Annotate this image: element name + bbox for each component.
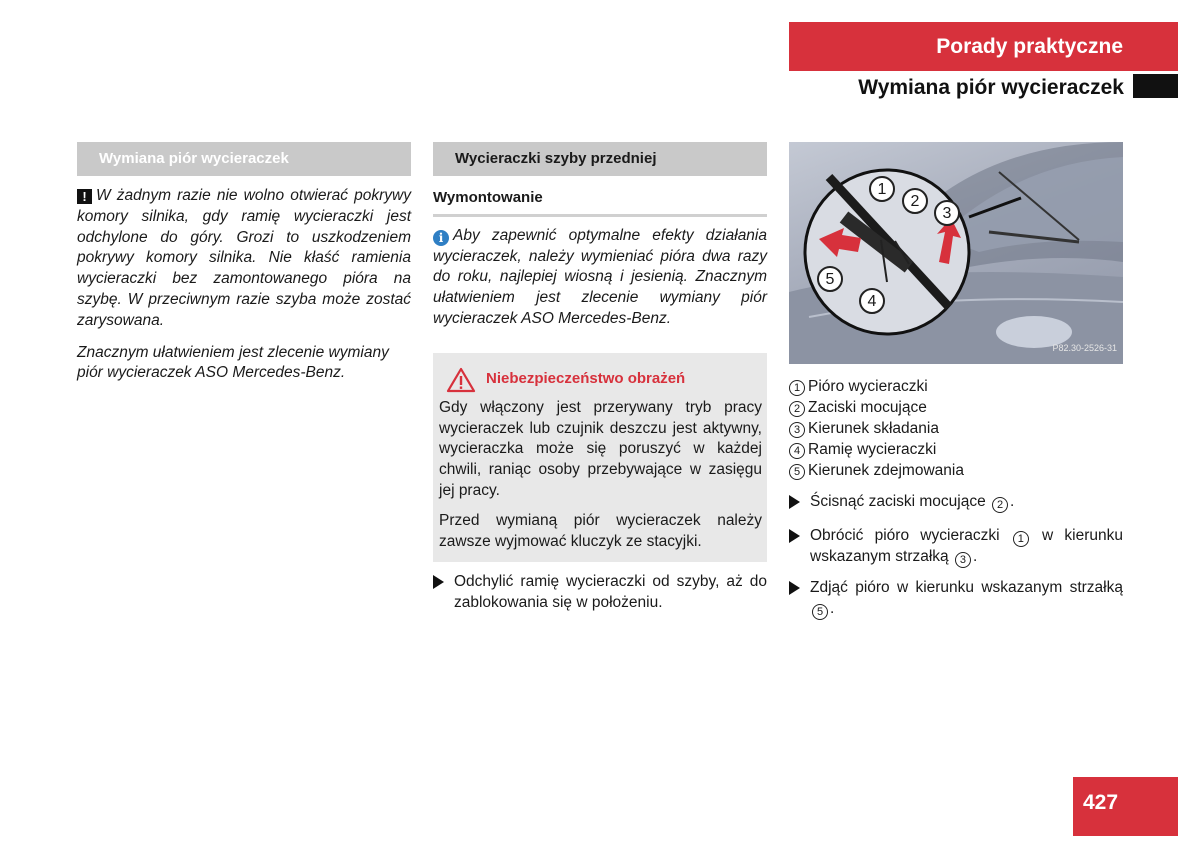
callout-3: 3 bbox=[934, 200, 960, 226]
legend-number: 5 bbox=[789, 464, 805, 480]
column-right bbox=[789, 142, 1123, 620]
instruction-step bbox=[433, 572, 767, 614]
step-arrow-icon bbox=[433, 572, 454, 614]
warning-title-label: Niebezpieczeństwo obrażeń bbox=[486, 370, 686, 388]
warning-paragraph-2: Przed wymianą piór wycieraczek należy zawsze wyjmować kluczyk ze stacyjki. bbox=[439, 511, 762, 550]
instruction-step bbox=[789, 526, 1123, 568]
step-text bbox=[810, 526, 1123, 568]
step-arrow-icon bbox=[789, 492, 810, 516]
section-tab-label: Porady praktyczne bbox=[936, 34, 1123, 58]
step-arrow-icon bbox=[789, 578, 810, 620]
warning-triangle-icon bbox=[446, 367, 476, 393]
legend-number: 1 bbox=[789, 380, 805, 396]
legend-label: Pióro wycieraczki bbox=[808, 378, 928, 396]
title-marker-block bbox=[1133, 74, 1178, 98]
step-text-part: . bbox=[830, 599, 835, 617]
reference-number: 1 bbox=[1013, 531, 1029, 547]
callout-5: 5 bbox=[817, 266, 843, 292]
exclamation-icon: ! bbox=[77, 189, 92, 204]
photo-reference-code: P82.30-2526-31 bbox=[1052, 343, 1117, 354]
section-heading-label: Wycieraczki szyby przedniej bbox=[455, 149, 657, 167]
instruction-step bbox=[789, 492, 1123, 516]
legend-label: Zaciski mocujące bbox=[808, 399, 927, 417]
info-paragraph bbox=[433, 226, 767, 330]
warning-box bbox=[433, 353, 767, 563]
column-middle bbox=[433, 142, 767, 614]
section-heading bbox=[433, 142, 767, 176]
legend-item bbox=[789, 419, 1123, 440]
legend-number: 2 bbox=[789, 401, 805, 417]
legend-label: Ramię wycieraczki bbox=[808, 441, 937, 459]
warning-title bbox=[439, 363, 762, 397]
legend-item bbox=[789, 377, 1123, 398]
step-text bbox=[810, 578, 1123, 620]
legend-item bbox=[789, 398, 1123, 419]
section-heading-label: Wymiana piór wycieraczek bbox=[99, 149, 289, 167]
notice-paragraph bbox=[77, 186, 411, 332]
legend-item bbox=[789, 461, 1123, 482]
legend-item bbox=[789, 440, 1123, 461]
callout-2: 2 bbox=[902, 188, 928, 214]
legend-list bbox=[789, 377, 1123, 482]
step-text-part: Zdjąć pióro w kierunku wskazanym strzałką bbox=[810, 578, 1123, 596]
reference-number: 3 bbox=[955, 552, 971, 568]
section-heading bbox=[77, 142, 411, 176]
legend-label: Kierunek zdejmowania bbox=[808, 462, 964, 480]
reference-number: 5 bbox=[812, 604, 828, 620]
instruction-step bbox=[789, 578, 1123, 620]
legend-number: 4 bbox=[789, 443, 805, 459]
wiper-illustration bbox=[789, 142, 1123, 364]
page-number-label: 427 bbox=[1083, 791, 1119, 814]
subheading: Wymontowanie bbox=[433, 188, 767, 217]
page-title: Wymiana piór wycieraczek bbox=[858, 76, 1124, 99]
page-number bbox=[1073, 777, 1178, 836]
step-arrow-icon bbox=[789, 526, 810, 568]
step-text-part: Ścisnąć zaciski mocujące bbox=[810, 493, 991, 510]
legend-label: Kierunek składania bbox=[808, 420, 939, 438]
info-icon: i bbox=[433, 230, 449, 246]
step-text-part: . bbox=[972, 547, 978, 565]
column-left bbox=[77, 142, 411, 384]
step-text: Odchylić ramię wycieraczki od szyby, aż do zablokowania się w położeniu. bbox=[454, 573, 767, 612]
tip-paragraph: Znacznym ułatwieniem jest zlecenie wymiany piór wycieraczek ASO Mercedes-Benz. bbox=[77, 343, 389, 382]
callout-4: 4 bbox=[859, 288, 885, 314]
legend-number: 3 bbox=[789, 422, 805, 438]
section-tab bbox=[789, 22, 1178, 71]
notice-text: W żadnym razie nie wolno otwierać pokrywy komory silnika, gdy ramię wycieraczki jest odchylone do góry. Grozi to uszkodzeniem pokrywy komory silnika. Nie kłaść ramienia wycieraczki bez zamontowanego pióra na szybę. W przeciwnym razie szyba może zostać zarysowana. bbox=[77, 187, 411, 329]
callout-1: 1 bbox=[869, 176, 895, 202]
step-text-part: . bbox=[1010, 493, 1015, 510]
step-text-part: Obrócić pióro wycieraczki bbox=[810, 526, 1011, 544]
info-text: Aby zapewnić optymalne efekty działania wycieraczek, należy wymieniać pióra dwa razy do roku, najlepiej wiosną i jesienią. Znacznym ułatwieniem jest zlecenie wymiany piór wycieraczek ASO Mercedes-Benz. bbox=[433, 226, 767, 327]
reference-number: 2 bbox=[992, 497, 1008, 513]
warning-paragraph-1: Gdy włączony jest przerywany tryb pracy wycieraczek lub czujnik deszczu jest aktywny, wycieraczka może się poruszyć w każdej chwili, raniąc osoby przebywające w zasięgu jej pracy. bbox=[439, 398, 762, 499]
step-text-part: w kierunku wskazanym strzałką bbox=[810, 526, 1123, 565]
wiper-diagram bbox=[789, 142, 1123, 364]
step-text bbox=[810, 492, 1123, 516]
